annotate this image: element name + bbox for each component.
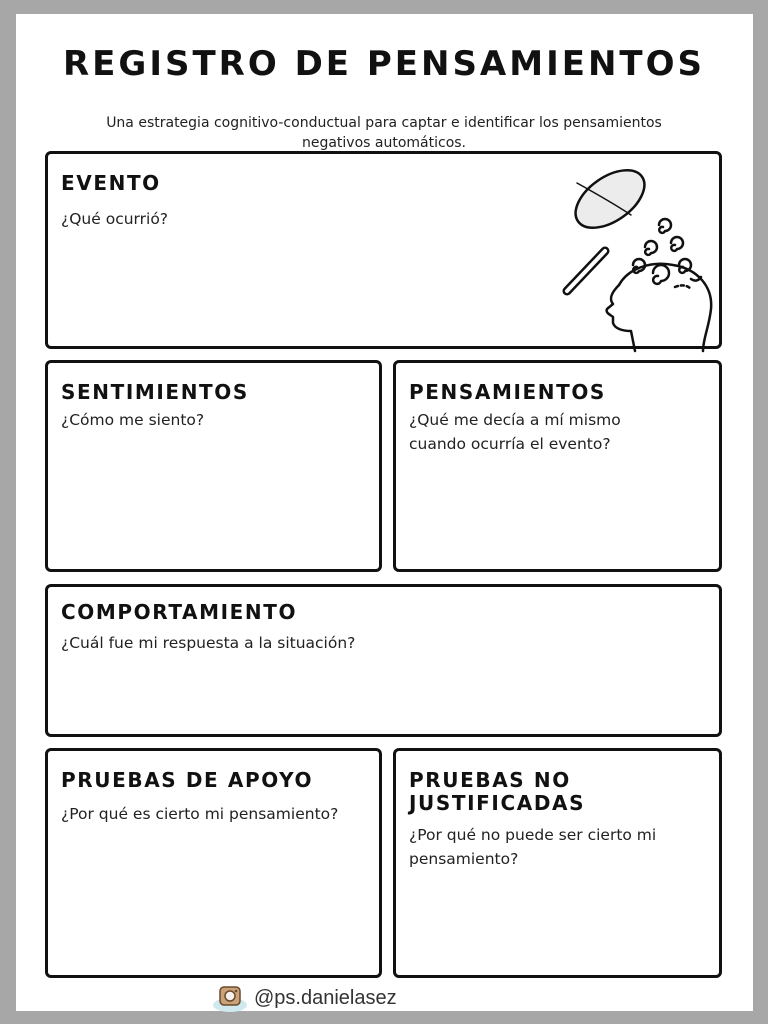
sentimientos-question: ¿Cómo me siento?: [61, 411, 205, 429]
pensamientos-box[interactable]: [393, 360, 722, 572]
sentimientos-box[interactable]: [45, 360, 382, 572]
instagram-handle-text: @ps.danielasez: [254, 986, 397, 1009]
comportamiento-title: COMPORTAMIENTO: [61, 600, 298, 624]
pruebas-no-title: PRUEBAS NO JUSTIFICADAS: [409, 768, 586, 815]
pensamientos-question: ¿Qué me decía a mí mismo cuando ocurría el evento?: [409, 411, 621, 453]
pensamientos-title: PENSAMIENTOS: [409, 380, 606, 404]
sentimientos-title: SENTIMIENTOS: [61, 380, 249, 404]
pruebas-apoyo-title: PRUEBAS DE APOYO: [61, 768, 314, 792]
comportamiento-box[interactable]: [45, 584, 722, 737]
pruebas-no-box[interactable]: [393, 748, 722, 978]
instagram-icon: [212, 983, 248, 1013]
page-title: REGISTRO DE PENSAMIENTOS: [63, 44, 705, 84]
pruebas-no-question: ¿Por qué no puede ser cierto mi pensamiento?: [409, 826, 657, 868]
evento-question: ¿Qué ocurrió?: [61, 210, 169, 228]
instagram-handle[interactable]: [212, 980, 397, 1016]
page-subtitle: Una estrategia cognitivo-conductual para captar e identificar los pensamientos negativos automáticos.: [106, 115, 662, 151]
pruebas-apoyo-box[interactable]: [45, 748, 382, 978]
comportamiento-question: ¿Cuál fue mi respuesta a la situación?: [61, 634, 356, 652]
pruebas-apoyo-question: ¿Por qué es cierto mi pensamiento?: [61, 805, 339, 823]
thought-catching-net-icon: [553, 169, 723, 354]
evento-title: EVENTO: [61, 171, 161, 195]
evento-box[interactable]: [45, 151, 722, 349]
